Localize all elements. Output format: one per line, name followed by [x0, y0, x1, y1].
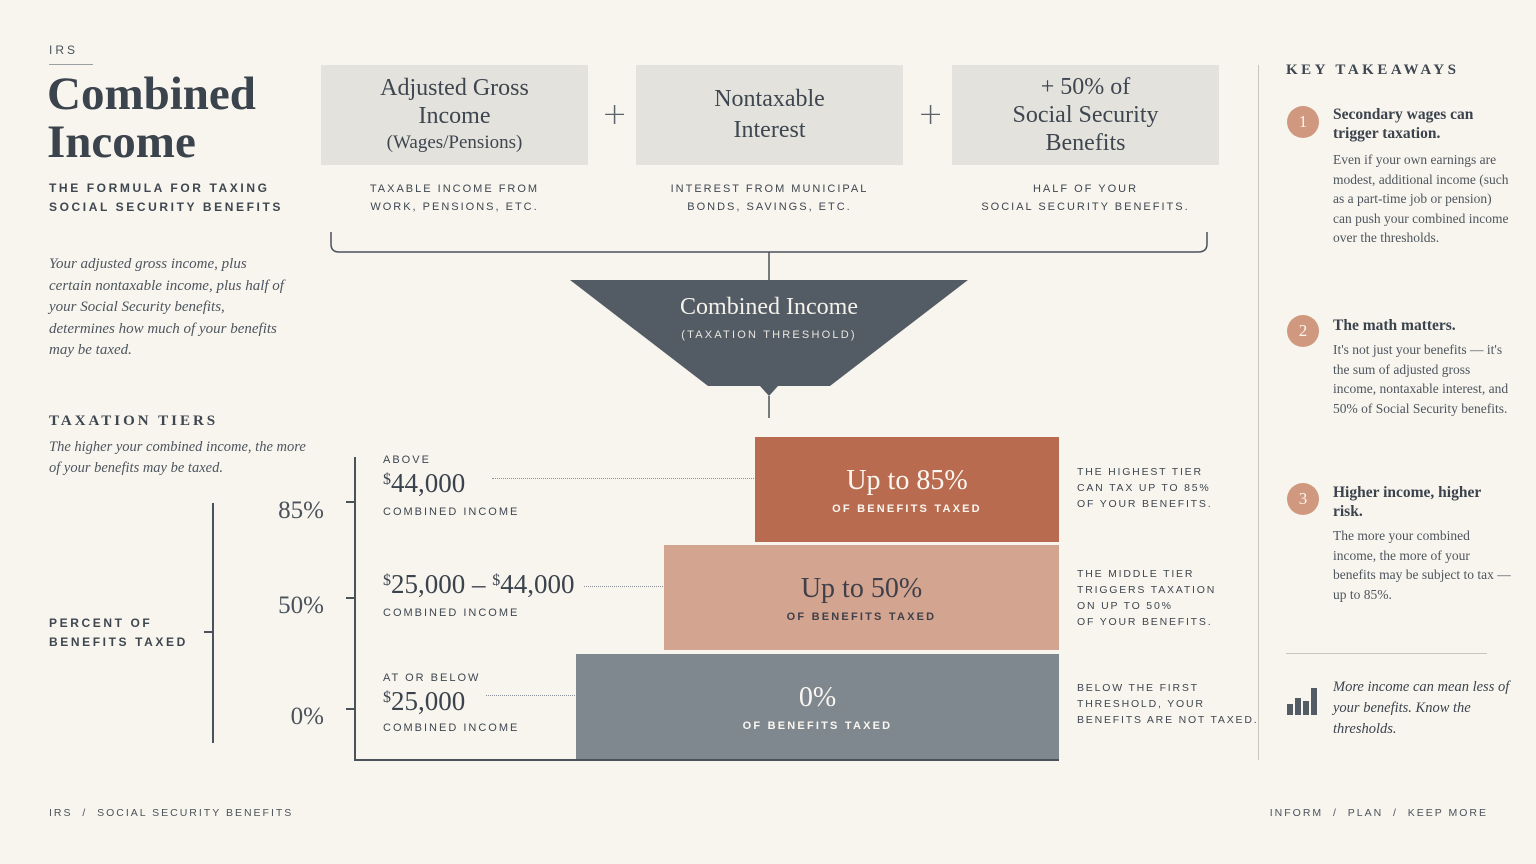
percent-axis-label-line-2: BENEFITS TAXED [49, 635, 188, 649]
tier-50-desc-line: THE MIDDLE TIER [1077, 568, 1195, 580]
tier-50-desc-line: OF YOUR BENEFITS. [1077, 616, 1213, 628]
tier-85-amount [383, 468, 465, 499]
formula-box-nontaxable [636, 65, 903, 165]
tier-85-leader [492, 478, 754, 479]
formula-desc-nontaxable-line-2: BONDS, SAVINGS, ETC. [687, 201, 852, 213]
formula-box-agi-line-1: Adjusted Gross [380, 75, 529, 101]
tier-85-desc-line: CAN TAX UP TO 85% [1077, 482, 1211, 494]
tier-50-desc-line: TRIGGERS TAXATION [1077, 584, 1217, 596]
tier-50-box-title: Up to 50% [800, 572, 923, 604]
tier-85-box [755, 437, 1059, 542]
tier-0-box [576, 654, 1059, 759]
formula-box-agi [321, 65, 588, 165]
tier-50-desc-line: ON UP TO 50% [1077, 600, 1173, 612]
tiers-heading: TAXATION TIERS [49, 413, 219, 429]
takeaway-1-title: Secondary wages can trigger taxation. [1333, 106, 1474, 142]
tier-85-box-caption: OF BENEFITS TAXED [832, 502, 982, 515]
tick-85: 85% [278, 497, 324, 524]
tier-85-suffix: COMBINED INCOME [383, 506, 520, 518]
footer-right: INFORM / PLAN / KEEP MORE [1269, 807, 1488, 819]
tier-0-desc-line: BELOW THE FIRST [1077, 682, 1199, 694]
tier-0-description [1077, 680, 1258, 728]
takeaway-3-body: The more your combined income, the more of your benefits may be subject to tax — up to 85%. [1333, 528, 1511, 602]
formula-box-agi-line-3: (Wages/Pensions) [386, 132, 523, 153]
brand-rule [49, 64, 93, 65]
formula-desc-nontaxable-line-1: INTEREST FROM MUNICIPAL [670, 183, 869, 195]
tier-50-box [664, 545, 1059, 650]
takeaways-rule [1286, 653, 1487, 654]
tick-0: 0% [290, 703, 324, 730]
formula-brace [331, 232, 1207, 252]
takeaway-3-number: 3 [1287, 483, 1319, 515]
tier-0-desc-line: THRESHOLD, YOUR [1077, 698, 1205, 710]
page-title-line-2: Income [47, 116, 196, 168]
funnel-subtitle: (TAXATION THRESHOLD) [681, 329, 857, 341]
funnel-title: Combined Income [680, 294, 858, 320]
percent-bracket-line [212, 503, 214, 743]
percent-bracket-tick [204, 631, 213, 633]
funnel-graphic [320, 228, 1220, 428]
tier-50-suffix: COMBINED INCOME [383, 607, 520, 619]
formula-desc-agi-line-2: WORK, PENSIONS, ETC. [370, 201, 539, 213]
formula-box-agi-line-2: Income [418, 103, 491, 129]
formula-box-ss-line-2: Social Security [1012, 102, 1159, 128]
axis-tick-50 [346, 597, 355, 599]
formula-box-social-security [952, 65, 1219, 165]
footer-left: IRS / SOCIAL SECURITY BENEFITS [49, 807, 294, 819]
tier-0-amount-value: 25,000 [391, 686, 466, 716]
percent-axis-label-line-1: PERCENT OF [49, 616, 153, 630]
tier-50-amount-low: 25,000 – [391, 569, 493, 599]
bar-chart-icon [1286, 686, 1320, 716]
tier-50-amount-high: 44,000 [500, 569, 575, 599]
tier-0-dollar: $ [383, 689, 391, 706]
tier-0-prefix: AT OR BELOW [383, 672, 481, 684]
formula-desc-ss-line-1: HALF OF YOUR [1032, 183, 1139, 195]
tier-85-desc-line: THE HIGHEST TIER [1077, 466, 1203, 478]
takeaway-1-number: 1 [1287, 106, 1319, 138]
tick-50: 50% [278, 592, 324, 619]
takeaway-2-body: It's not just your benefits — it's the sum of adjusted gross income, nontaxable interest, and 50% of Social Security benefits. [1333, 342, 1509, 416]
plus-icon: + [602, 97, 628, 132]
tier-85-box-title: Up to 85% [846, 464, 968, 496]
takeaway-1-body: Even if your own earnings are modest, additional income (such as a part-time job or pension) can push your combined income over the thresholds. [1333, 152, 1509, 245]
tier-50-leader [584, 586, 663, 587]
formula-box-ss-line-1: + 50% of [1040, 74, 1131, 100]
tier-85-desc-line: OF YOUR BENEFITS. [1077, 498, 1213, 510]
axis-tick-85 [346, 501, 355, 503]
column-divider [1258, 65, 1259, 760]
tier-0-desc-line: BENEFITS ARE NOT TAXED. [1077, 714, 1259, 726]
formula-desc-agi-line-1: TAXABLE INCOME FROM [369, 183, 540, 195]
tier-50-dollar-2: $ [492, 572, 501, 589]
tier-85-amount-value: 44,000 [391, 468, 466, 498]
formula-desc-ss-line-2: SOCIAL SECURITY BENEFITS. [981, 201, 1190, 213]
page-title [47, 70, 256, 166]
tier-0-leader [486, 695, 575, 696]
plus-icon: + [918, 97, 944, 132]
formula-desc-agi [321, 180, 588, 216]
takeaway-2-title: The math matters. [1333, 317, 1456, 334]
tier-0-box-title: 0% [798, 681, 837, 713]
tier-0-amount [383, 686, 465, 717]
tier-50-amount [383, 569, 575, 600]
tier-50-dollar-1: $ [383, 572, 391, 589]
takeaway-2-number: 2 [1287, 315, 1319, 347]
formula-box-nontaxable-line-2: Interest [733, 117, 806, 143]
axis-tick-0 [346, 708, 355, 710]
page-title-line-1: Combined [47, 68, 256, 120]
formula-desc-nontaxable [636, 180, 903, 216]
tier-85-description [1077, 464, 1212, 512]
tier-0-suffix: COMBINED INCOME [383, 722, 520, 734]
tier-0-box-caption: OF BENEFITS TAXED [742, 719, 893, 732]
formula-box-nontaxable-line-1: Nontaxable [714, 86, 825, 112]
formula-box-ss-line-3: Benefits [1045, 130, 1126, 156]
tier-85-dollar: $ [383, 471, 391, 488]
takeaways-heading: KEY TAKEAWAYS [1286, 62, 1460, 78]
tier-85-prefix: ABOVE [383, 454, 431, 466]
page-subtitle: THE FORMULA FOR TAXING SOCIAL SECURITY BENEFITS [49, 181, 283, 214]
takeaway-3-title: Higher income, higher risk. [1333, 484, 1481, 520]
formula-desc-social-security [952, 180, 1219, 216]
percent-axis-label [49, 614, 188, 652]
tier-axis-baseline [354, 759, 1059, 761]
intro-text: Your adjusted gross income, plus certain nontaxable income, plus half of your Social Security benefits, determines how much of your benefits may be taxed. [49, 256, 284, 358]
takeaways-quote: More income can mean less of your benefits. Know the thresholds. [1333, 679, 1510, 737]
tiers-subheading: The higher your combined income, the more of your benefits may be taxed. [49, 439, 306, 476]
tier-50-description [1077, 566, 1216, 630]
tier-50-box-caption: OF BENEFITS TAXED [786, 610, 937, 623]
brand-label: IRS [49, 43, 79, 57]
